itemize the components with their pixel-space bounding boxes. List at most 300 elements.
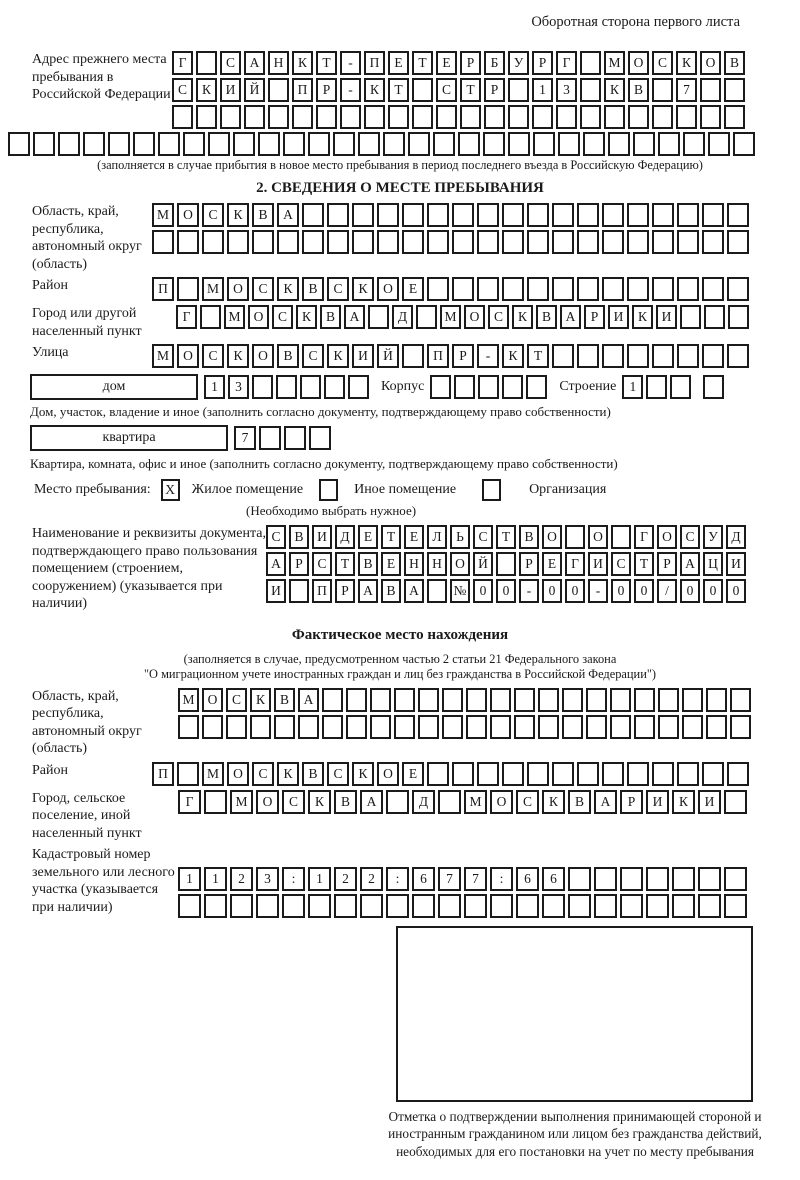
char-box[interactable]: М <box>202 762 224 786</box>
char-box[interactable] <box>514 688 535 712</box>
char-box[interactable]: В <box>628 78 649 102</box>
char-box[interactable] <box>652 230 674 254</box>
char-box[interactable]: - <box>477 344 499 368</box>
char-box[interactable] <box>577 762 599 786</box>
char-box[interactable]: С <box>312 552 332 576</box>
char-box[interactable] <box>562 715 583 739</box>
char-box[interactable]: А <box>266 552 286 576</box>
char-box[interactable]: Г <box>172 51 193 75</box>
char-box[interactable] <box>682 688 703 712</box>
char-box[interactable]: А <box>244 51 265 75</box>
char-box[interactable] <box>196 105 217 129</box>
char-box[interactable] <box>284 426 306 450</box>
char-box[interactable]: К <box>352 277 374 301</box>
char-box[interactable] <box>333 132 355 156</box>
char-box[interactable] <box>646 375 667 399</box>
char-box[interactable] <box>552 203 574 227</box>
char-box[interactable] <box>377 230 399 254</box>
char-box[interactable]: 7 <box>438 867 461 891</box>
char-box[interactable]: Р <box>460 51 481 75</box>
char-box[interactable] <box>724 790 747 814</box>
char-box[interactable] <box>727 344 749 368</box>
char-box[interactable] <box>727 762 749 786</box>
char-box[interactable] <box>552 762 574 786</box>
char-box[interactable]: С <box>436 78 457 102</box>
char-box[interactable] <box>377 203 399 227</box>
char-box[interactable]: О <box>177 203 199 227</box>
char-box[interactable] <box>702 344 724 368</box>
char-box[interactable] <box>552 277 574 301</box>
char-box[interactable] <box>394 715 415 739</box>
char-box[interactable] <box>658 132 680 156</box>
char-box[interactable]: В <box>519 525 539 549</box>
char-box[interactable] <box>620 894 643 918</box>
char-box[interactable]: С <box>516 790 539 814</box>
char-box[interactable]: К <box>672 790 695 814</box>
checkbox-residential[interactable]: X <box>161 479 180 501</box>
char-box[interactable]: К <box>352 762 374 786</box>
char-box[interactable]: Г <box>634 525 654 549</box>
char-box[interactable] <box>259 426 281 450</box>
char-box[interactable] <box>586 715 607 739</box>
char-box[interactable] <box>558 132 580 156</box>
char-box[interactable] <box>533 132 555 156</box>
char-box[interactable]: 2 <box>360 867 383 891</box>
char-box[interactable]: В <box>289 525 309 549</box>
char-box[interactable]: С <box>680 525 700 549</box>
char-box[interactable]: К <box>250 688 271 712</box>
char-box[interactable] <box>652 762 674 786</box>
char-box[interactable]: О <box>542 525 562 549</box>
char-box[interactable] <box>477 277 499 301</box>
char-box[interactable]: Ц <box>703 552 723 576</box>
char-box[interactable]: 1 <box>178 867 201 891</box>
char-box[interactable] <box>724 78 745 102</box>
char-box[interactable] <box>677 762 699 786</box>
char-box[interactable]: Р <box>584 305 605 329</box>
char-box[interactable] <box>324 375 345 399</box>
char-box[interactable]: В <box>334 790 357 814</box>
char-box[interactable] <box>577 230 599 254</box>
char-box[interactable] <box>402 344 424 368</box>
char-box[interactable]: К <box>227 344 249 368</box>
char-box[interactable] <box>370 715 391 739</box>
char-box[interactable] <box>508 132 530 156</box>
char-box[interactable]: В <box>252 203 274 227</box>
char-box[interactable]: 0 <box>542 579 562 603</box>
char-box[interactable] <box>580 51 601 75</box>
char-box[interactable]: С <box>220 51 241 75</box>
char-box[interactable] <box>368 305 389 329</box>
char-box[interactable] <box>196 51 217 75</box>
char-box[interactable]: О <box>377 762 399 786</box>
char-box[interactable] <box>724 894 747 918</box>
char-box[interactable]: С <box>266 525 286 549</box>
char-box[interactable]: С <box>611 552 631 576</box>
char-box[interactable] <box>484 105 505 129</box>
char-box[interactable] <box>704 305 725 329</box>
char-box[interactable]: Т <box>634 552 654 576</box>
char-box[interactable]: Р <box>289 552 309 576</box>
char-box[interactable] <box>577 203 599 227</box>
char-box[interactable] <box>227 230 249 254</box>
char-box[interactable]: О <box>202 688 223 712</box>
char-box[interactable] <box>226 715 247 739</box>
char-box[interactable] <box>502 277 524 301</box>
char-box[interactable] <box>274 715 295 739</box>
char-box[interactable] <box>727 230 749 254</box>
char-box[interactable] <box>427 579 447 603</box>
char-box[interactable] <box>383 132 405 156</box>
char-box[interactable] <box>308 894 331 918</box>
char-box[interactable]: И <box>588 552 608 576</box>
checkbox-other-premises[interactable] <box>319 479 338 501</box>
char-box[interactable] <box>348 375 369 399</box>
char-box[interactable] <box>568 867 591 891</box>
char-box[interactable]: Г <box>176 305 197 329</box>
char-box[interactable] <box>646 894 669 918</box>
char-box[interactable] <box>442 688 463 712</box>
char-box[interactable]: К <box>632 305 653 329</box>
char-box[interactable] <box>620 867 643 891</box>
char-box[interactable]: Г <box>565 552 585 576</box>
char-box[interactable] <box>233 132 255 156</box>
char-box[interactable] <box>552 230 574 254</box>
char-box[interactable] <box>580 105 601 129</box>
char-box[interactable] <box>220 105 241 129</box>
char-box[interactable] <box>527 230 549 254</box>
char-box[interactable]: : <box>386 867 409 891</box>
char-box[interactable]: Ь <box>450 525 470 549</box>
char-box[interactable]: С <box>272 305 293 329</box>
char-box[interactable]: А <box>277 203 299 227</box>
char-box[interactable] <box>676 105 697 129</box>
char-box[interactable] <box>177 230 199 254</box>
char-box[interactable]: О <box>227 762 249 786</box>
char-box[interactable]: И <box>608 305 629 329</box>
char-box[interactable]: Р <box>532 51 553 75</box>
char-box[interactable] <box>308 132 330 156</box>
char-box[interactable]: С <box>488 305 509 329</box>
char-box[interactable]: Е <box>542 552 562 576</box>
char-box[interactable]: О <box>588 525 608 549</box>
char-box[interactable] <box>282 894 305 918</box>
char-box[interactable] <box>388 105 409 129</box>
char-box[interactable] <box>527 277 549 301</box>
char-box[interactable]: 3 <box>556 78 577 102</box>
char-box[interactable] <box>610 715 631 739</box>
char-box[interactable]: К <box>676 51 697 75</box>
char-box[interactable] <box>394 688 415 712</box>
char-box[interactable] <box>514 715 535 739</box>
char-box[interactable] <box>346 715 367 739</box>
char-box[interactable]: 0 <box>496 579 516 603</box>
char-box[interactable]: О <box>248 305 269 329</box>
char-box[interactable] <box>677 230 699 254</box>
char-box[interactable] <box>412 894 435 918</box>
char-box[interactable]: В <box>274 688 295 712</box>
char-box[interactable] <box>672 867 695 891</box>
char-box[interactable]: П <box>152 277 174 301</box>
char-box[interactable] <box>683 132 705 156</box>
char-box[interactable] <box>700 105 721 129</box>
char-box[interactable]: 1 <box>622 375 643 399</box>
char-box[interactable] <box>490 715 511 739</box>
char-box[interactable] <box>244 105 265 129</box>
char-box[interactable]: - <box>588 579 608 603</box>
char-box[interactable]: В <box>381 579 401 603</box>
char-box[interactable]: 1 <box>532 78 553 102</box>
char-box[interactable] <box>412 105 433 129</box>
char-box[interactable] <box>178 894 201 918</box>
char-box[interactable] <box>427 277 449 301</box>
char-box[interactable] <box>627 762 649 786</box>
char-box[interactable]: Й <box>244 78 265 102</box>
char-box[interactable]: 6 <box>412 867 435 891</box>
char-box[interactable]: К <box>502 344 524 368</box>
char-box[interactable]: Т <box>335 552 355 576</box>
char-box[interactable] <box>386 894 409 918</box>
char-box[interactable] <box>268 78 289 102</box>
char-box[interactable] <box>652 105 673 129</box>
char-box[interactable]: В <box>724 51 745 75</box>
char-box[interactable] <box>604 105 625 129</box>
char-box[interactable]: М <box>440 305 461 329</box>
char-box[interactable]: 0 <box>680 579 700 603</box>
char-box[interactable]: Т <box>527 344 549 368</box>
char-box[interactable]: С <box>282 790 305 814</box>
char-box[interactable]: Т <box>412 51 433 75</box>
char-box[interactable] <box>302 203 324 227</box>
char-box[interactable]: Р <box>484 78 505 102</box>
char-box[interactable]: Е <box>436 51 457 75</box>
char-box[interactable] <box>646 867 669 891</box>
char-box[interactable]: Й <box>377 344 399 368</box>
char-box[interactable] <box>327 230 349 254</box>
char-box[interactable] <box>8 132 30 156</box>
char-box[interactable]: А <box>360 790 383 814</box>
char-box[interactable]: 0 <box>473 579 493 603</box>
char-box[interactable] <box>542 894 565 918</box>
char-box[interactable] <box>594 894 617 918</box>
char-box[interactable]: П <box>364 51 385 75</box>
char-box[interactable] <box>172 105 193 129</box>
char-box[interactable] <box>458 132 480 156</box>
char-box[interactable]: И <box>726 552 746 576</box>
char-box[interactable]: А <box>404 579 424 603</box>
char-box[interactable] <box>433 132 455 156</box>
char-box[interactable] <box>252 375 273 399</box>
char-box[interactable]: 1 <box>204 375 225 399</box>
char-box[interactable] <box>402 230 424 254</box>
char-box[interactable] <box>483 132 505 156</box>
char-box[interactable] <box>633 132 655 156</box>
char-box[interactable] <box>477 203 499 227</box>
char-box[interactable] <box>627 230 649 254</box>
char-box[interactable]: 0 <box>726 579 746 603</box>
char-box[interactable]: И <box>266 579 286 603</box>
char-box[interactable] <box>562 688 583 712</box>
char-box[interactable] <box>340 105 361 129</box>
char-box[interactable]: 6 <box>542 867 565 891</box>
char-box[interactable] <box>577 277 599 301</box>
char-box[interactable] <box>256 894 279 918</box>
char-box[interactable]: 0 <box>565 579 585 603</box>
char-box[interactable]: А <box>344 305 365 329</box>
char-box[interactable]: 0 <box>634 579 654 603</box>
char-box[interactable]: У <box>508 51 529 75</box>
char-box[interactable] <box>464 894 487 918</box>
char-box[interactable]: М <box>230 790 253 814</box>
char-box[interactable]: А <box>560 305 581 329</box>
char-box[interactable] <box>478 375 499 399</box>
char-box[interactable]: С <box>327 762 349 786</box>
char-box[interactable] <box>204 790 227 814</box>
char-box[interactable] <box>700 78 721 102</box>
char-box[interactable] <box>416 305 437 329</box>
char-box[interactable] <box>727 277 749 301</box>
char-box[interactable] <box>652 203 674 227</box>
char-box[interactable] <box>208 132 230 156</box>
char-box[interactable] <box>706 715 727 739</box>
char-box[interactable] <box>698 894 721 918</box>
char-box[interactable] <box>627 203 649 227</box>
char-box[interactable] <box>724 867 747 891</box>
char-box[interactable]: П <box>427 344 449 368</box>
char-box[interactable] <box>628 105 649 129</box>
char-box[interactable] <box>477 230 499 254</box>
char-box[interactable]: Т <box>388 78 409 102</box>
char-box[interactable]: Т <box>316 51 337 75</box>
char-box[interactable] <box>652 277 674 301</box>
char-box[interactable]: С <box>202 344 224 368</box>
char-box[interactable] <box>702 762 724 786</box>
char-box[interactable] <box>702 203 724 227</box>
char-box[interactable] <box>652 78 673 102</box>
char-box[interactable] <box>418 688 439 712</box>
char-box[interactable]: 2 <box>334 867 357 891</box>
char-box[interactable] <box>268 105 289 129</box>
char-box[interactable]: Т <box>496 525 516 549</box>
char-box[interactable] <box>580 78 601 102</box>
char-box[interactable] <box>452 277 474 301</box>
char-box[interactable] <box>202 715 223 739</box>
char-box[interactable] <box>670 375 691 399</box>
char-box[interactable] <box>58 132 80 156</box>
char-box[interactable]: К <box>542 790 565 814</box>
char-box[interactable]: Б <box>484 51 505 75</box>
char-box[interactable] <box>292 105 313 129</box>
char-box[interactable]: / <box>657 579 677 603</box>
char-box[interactable]: А <box>298 688 319 712</box>
char-box[interactable] <box>728 305 749 329</box>
char-box[interactable]: 1 <box>308 867 331 891</box>
char-box[interactable] <box>634 715 655 739</box>
char-box[interactable]: Н <box>268 51 289 75</box>
char-box[interactable] <box>452 762 474 786</box>
char-box[interactable] <box>250 715 271 739</box>
char-box[interactable]: К <box>292 51 313 75</box>
char-box[interactable]: И <box>352 344 374 368</box>
char-box[interactable]: И <box>698 790 721 814</box>
char-box[interactable]: 7 <box>234 426 256 450</box>
char-box[interactable] <box>608 132 630 156</box>
char-box[interactable]: М <box>152 344 174 368</box>
char-box[interactable] <box>527 203 549 227</box>
char-box[interactable] <box>454 375 475 399</box>
char-box[interactable]: П <box>312 579 332 603</box>
char-box[interactable] <box>594 867 617 891</box>
char-box[interactable] <box>602 277 624 301</box>
char-box[interactable] <box>658 688 679 712</box>
char-box[interactable] <box>496 552 516 576</box>
char-box[interactable] <box>602 203 624 227</box>
char-box[interactable] <box>556 105 577 129</box>
char-box[interactable] <box>364 105 385 129</box>
char-box[interactable]: О <box>490 790 513 814</box>
char-box[interactable]: - <box>340 51 361 75</box>
char-box[interactable] <box>702 230 724 254</box>
char-box[interactable] <box>177 762 199 786</box>
char-box[interactable]: : <box>490 867 513 891</box>
char-box[interactable]: Г <box>178 790 201 814</box>
char-box[interactable]: М <box>202 277 224 301</box>
char-box[interactable] <box>702 277 724 301</box>
char-box[interactable]: К <box>308 790 331 814</box>
char-box[interactable] <box>158 132 180 156</box>
char-box[interactable]: О <box>450 552 470 576</box>
char-box[interactable]: Е <box>402 762 424 786</box>
char-box[interactable] <box>627 277 649 301</box>
char-box[interactable] <box>202 230 224 254</box>
char-box[interactable] <box>418 715 439 739</box>
char-box[interactable]: С <box>652 51 673 75</box>
char-box[interactable]: Т <box>381 525 401 549</box>
char-box[interactable]: М <box>464 790 487 814</box>
char-box[interactable]: 6 <box>516 867 539 891</box>
char-box[interactable]: К <box>227 203 249 227</box>
char-box[interactable]: О <box>700 51 721 75</box>
char-box[interactable]: О <box>177 344 199 368</box>
char-box[interactable]: С <box>202 203 224 227</box>
char-box[interactable]: Г <box>556 51 577 75</box>
char-box[interactable]: С <box>327 277 349 301</box>
char-box[interactable] <box>627 344 649 368</box>
char-box[interactable] <box>298 715 319 739</box>
char-box[interactable]: Р <box>657 552 677 576</box>
char-box[interactable] <box>568 894 591 918</box>
char-box[interactable] <box>427 762 449 786</box>
char-box[interactable]: В <box>302 277 324 301</box>
char-box[interactable]: О <box>377 277 399 301</box>
char-box[interactable] <box>283 132 305 156</box>
char-box[interactable] <box>634 688 655 712</box>
char-box[interactable]: Р <box>452 344 474 368</box>
char-box[interactable]: С <box>473 525 493 549</box>
char-box[interactable]: В <box>568 790 591 814</box>
char-box[interactable]: Д <box>392 305 413 329</box>
char-box[interactable] <box>586 688 607 712</box>
char-box[interactable] <box>258 132 280 156</box>
char-box[interactable]: С <box>252 762 274 786</box>
char-box[interactable]: В <box>302 762 324 786</box>
char-box[interactable] <box>730 715 751 739</box>
char-box[interactable]: - <box>519 579 539 603</box>
char-box[interactable]: Л <box>427 525 447 549</box>
char-box[interactable] <box>682 715 703 739</box>
char-box[interactable]: Р <box>335 579 355 603</box>
char-box[interactable]: № <box>450 579 470 603</box>
